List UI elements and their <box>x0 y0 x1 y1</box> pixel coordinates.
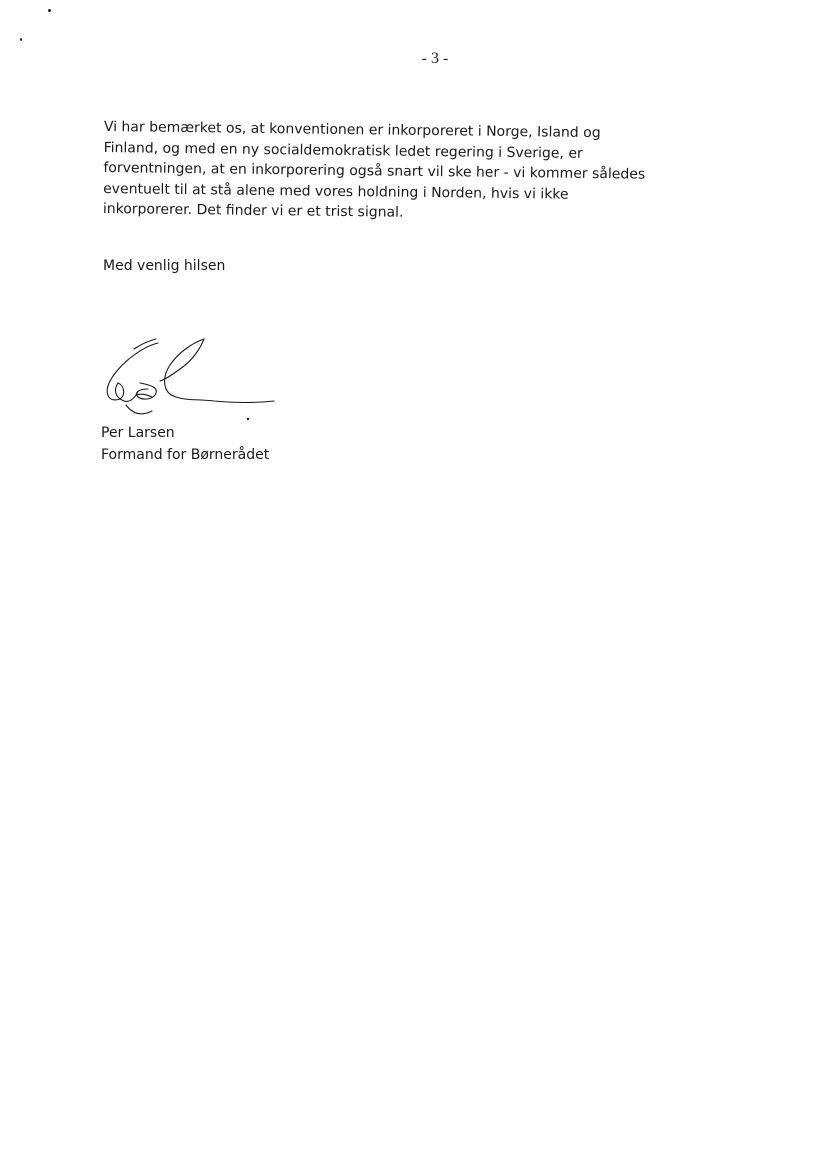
paragraph-line: forventningen, at en inkorporering også snart vil ske her - vi kommer således <box>103 159 646 183</box>
closing-greeting: Med venlig hilsen <box>103 258 226 274</box>
scan-speck <box>20 38 22 41</box>
signer-name: Per Larsen <box>101 425 175 441</box>
paragraph-line: eventuelt til at stå alene med vores holdning i Norden, hvis vi ikke <box>103 180 569 203</box>
handwritten-signature <box>96 335 286 427</box>
paragraph-line: inkorporerer. Det finder vi er et trist signal. <box>102 200 404 221</box>
signer-title: Formand for Børnerådet <box>101 447 270 463</box>
page-number: - 3 - <box>421 50 449 67</box>
paragraph-line: Vi har bemærket os, at konventionen er inkorporeret i Norge, Island og <box>103 118 601 142</box>
scan-speck <box>48 9 51 12</box>
letter-paragraph <box>103 117 644 226</box>
paragraph-line: Finland, og med en ny socialdemokratisk ledet regering i Sverige, er <box>103 139 583 162</box>
